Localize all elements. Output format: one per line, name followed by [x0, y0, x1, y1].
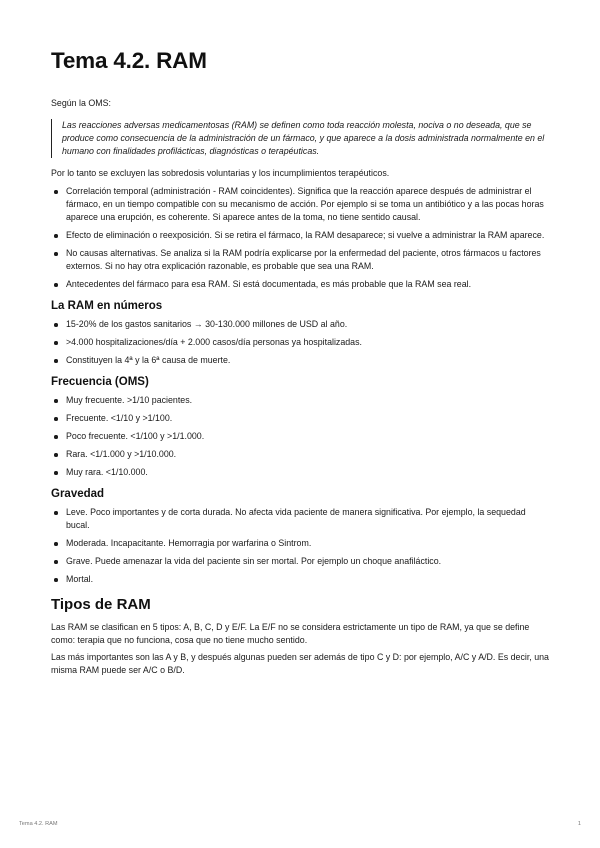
list-item: Muy frecuente. >1/10 pacientes.	[51, 394, 551, 407]
frequency-heading: Frecuencia (OMS)	[51, 376, 149, 388]
bullet-icon	[54, 283, 58, 287]
document-page	[51, 46, 551, 681]
list-item: Antecedentes del fármaco para esa RAM. Si está documentada, es más probable que la RAM sea real.	[51, 278, 551, 291]
intro-text: Según la OMS:	[51, 98, 111, 108]
bullet-icon	[54, 234, 58, 238]
bullet-icon	[54, 471, 58, 475]
page-number: 1	[577, 821, 581, 827]
types-paragraph-2: Las más importantes son las A y B, y después algunas pueden ser además de tipo C y D: por ejemplo, A/C y A/D. Es decir, una misma RAM puede ser A/C o B/D.	[51, 652, 549, 675]
oms-definition-quote: Las reacciones adversas medicamentosas (RAM) se definen como toda reacción molesta, nociva o no deseada, que se produce como consecuencia de la administración de un fármaco, y que aparece a la dosis administrada normalmente en el humano con finalidades profilácticas, diagnósticas o terapéuticas.	[51, 119, 551, 158]
list-item: 15-20% de los gastos sanitarios → 30-130.000 millones de USD al año.	[51, 318, 551, 331]
bullet-icon	[54, 578, 58, 582]
list-item: Efecto de eliminación o reexposición. Si se retira el fármaco, la RAM desaparece; si vuelve a administrar la RAM aparece.	[51, 229, 551, 242]
bullet-icon	[54, 252, 58, 256]
footer-title: Tema 4.2. RAM	[19, 821, 58, 827]
list-item: Poco frecuente. <1/100 y >1/1.000.	[51, 430, 551, 443]
numbers-list	[51, 318, 551, 367]
severity-list	[51, 506, 551, 586]
bullet-icon	[54, 560, 58, 564]
bullet-icon	[54, 542, 58, 546]
list-item: Leve. Poco importantes y de corta durada. No afecta vida paciente de manera significativa. Por ejemplo, la sequedad bucal.	[51, 506, 551, 532]
types-heading: Tipos de RAM	[51, 596, 151, 613]
exclusion-note: Por lo tanto se excluyen las sobredosis voluntarias y los incumplimientos terapéuticos.	[51, 168, 390, 178]
list-item: Correlación temporal (administración - RAM coincidentes). Significa que la reacción aparece después de administrar el fármaco, en un tiempo compatible con su mecanismo de acción. Por ejemplo si se toma un antibiótico y a las pocas horas aparece una erupción, es coherente. Si aparece antes de la toma, no tiene sentido causal.	[51, 185, 551, 224]
list-item: Moderada. Incapacitante. Hemorragia por warfarina o Sintrom.	[51, 537, 551, 550]
list-item: Rara. <1/1.000 y >1/10.000.	[51, 448, 551, 461]
severity-heading: Gravedad	[51, 488, 105, 500]
criteria-list	[51, 185, 551, 291]
list-item: Constituyen la 4ª y la 6ª causa de muerte.	[51, 354, 551, 367]
types-paragraph-1: Las RAM se clasifican en 5 tipos: A, B, C, D y E/F. La E/F no se considera estrictamente un tipo de RAM, ya que se define como: terapia que no funciona, cosa que no tiene mucho sentido.	[51, 622, 530, 645]
bullet-icon	[54, 341, 58, 345]
bullet-icon	[54, 323, 58, 327]
bullet-icon	[54, 511, 58, 515]
list-item: Mortal.	[51, 573, 551, 586]
list-item: No causas alternativas. Se analiza si la RAM podría explicarse por la enfermedad del paciente, otros fármacos u factores externos. Si no hay otra explicación razonable, es probable que sea una RAM.	[51, 247, 551, 273]
list-item: Grave. Puede amenazar la vida del paciente sin ser mortal. Por ejemplo un choque anafiláctico.	[51, 555, 551, 568]
frequency-list	[51, 394, 551, 479]
list-item: >4.000 hospitalizaciones/día + 2.000 casos/día personas ya hospitalizadas.	[51, 336, 551, 349]
page-title: Tema 4.2. RAM	[51, 48, 207, 73]
numbers-heading: La RAM en números	[51, 300, 163, 312]
bullet-icon	[54, 417, 58, 421]
bullet-icon	[54, 359, 58, 363]
bullet-icon	[54, 399, 58, 403]
page-footer	[19, 821, 581, 827]
bullet-icon	[54, 190, 58, 194]
list-item: Muy rara. <1/10.000.	[51, 466, 551, 479]
bullet-icon	[54, 453, 58, 457]
list-item: Frecuente. <1/10 y >1/100.	[51, 412, 551, 425]
bullet-icon	[54, 435, 58, 439]
